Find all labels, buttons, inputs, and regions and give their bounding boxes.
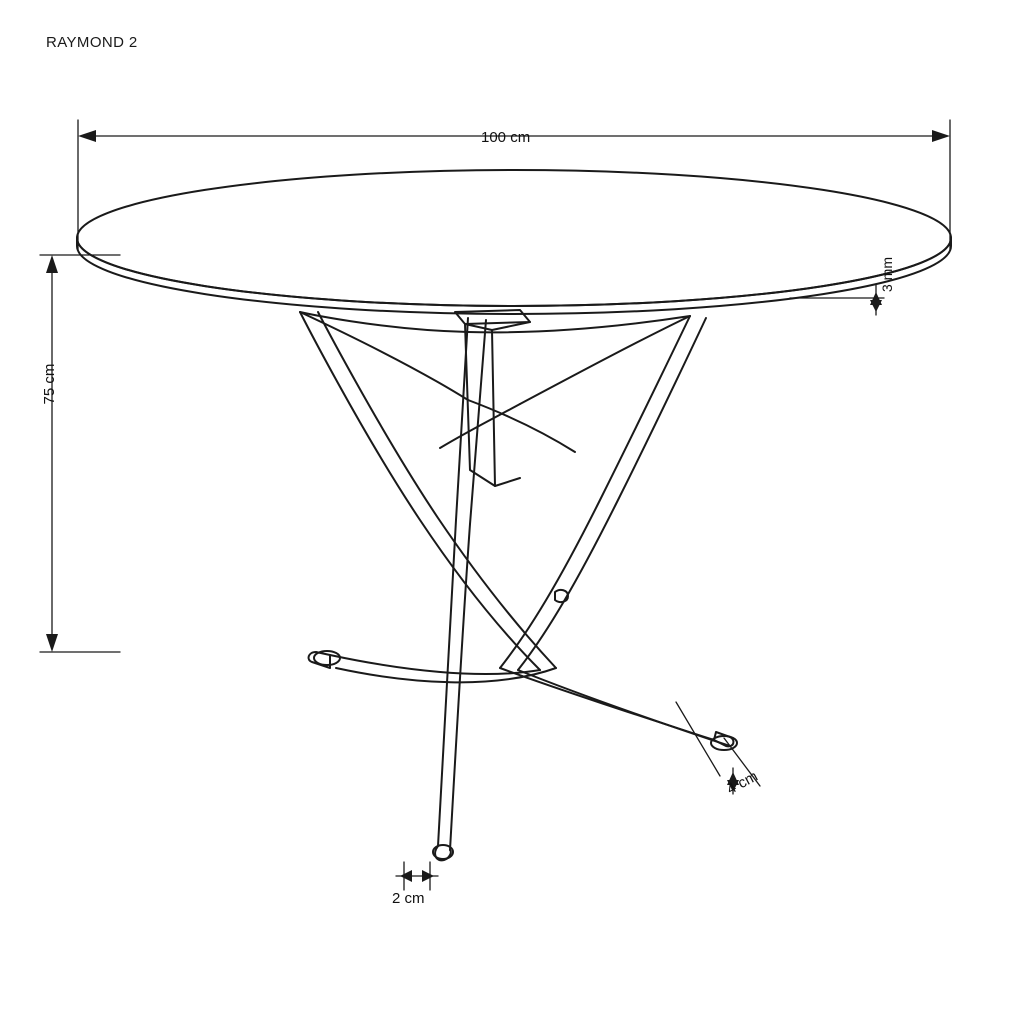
dimension-label-height: 75 cm <box>41 363 58 405</box>
dimension-height <box>40 255 120 652</box>
dimension-label-thickness: 3 mm <box>879 257 895 292</box>
dimension-label-leg-thickness: 2 cm <box>392 890 425 907</box>
dimension-label-leg-width: 4 cm <box>724 767 761 799</box>
table-top <box>77 170 951 314</box>
page-title: RAYMOND 2 <box>46 34 138 51</box>
dimension-leg-thickness <box>396 862 438 890</box>
dimension-label-width: 100 cm <box>481 129 531 146</box>
table-leg-structure <box>300 310 737 860</box>
